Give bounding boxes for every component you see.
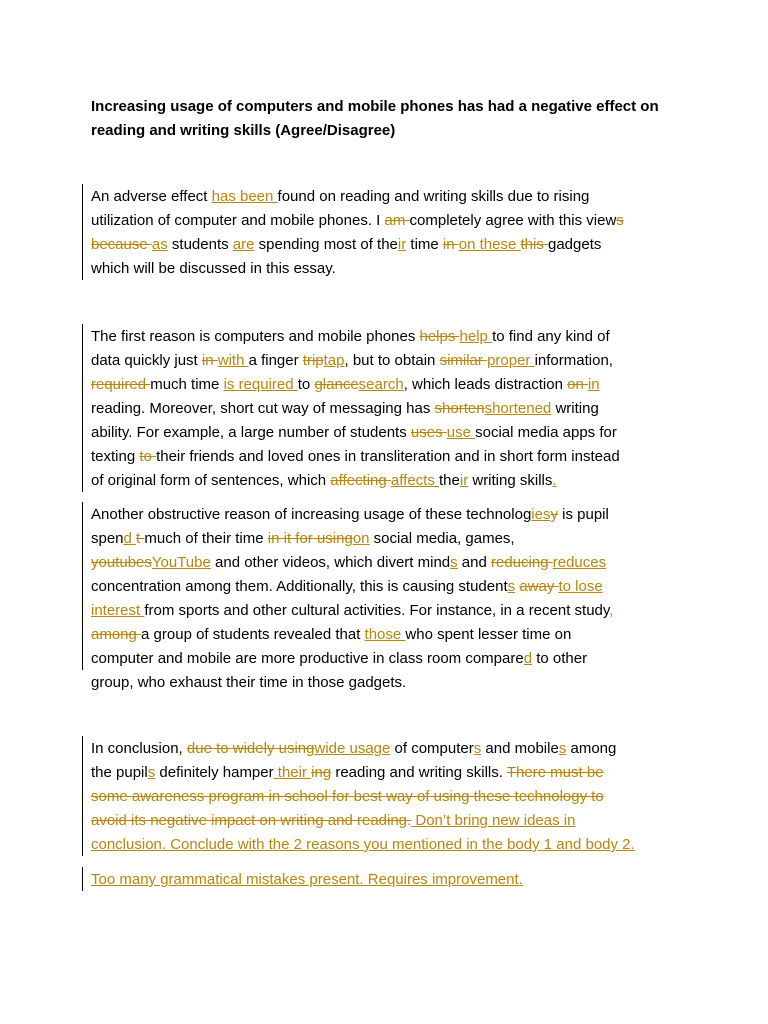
change-bar [82, 867, 83, 891]
insertion: to lose [558, 578, 603, 595]
insertion: is required [223, 376, 298, 393]
deletion: avoid its negative impact on writing and reading. [91, 812, 412, 829]
text-line [91, 785, 691, 809]
insertion: YouTube [151, 554, 211, 571]
deletion: in [442, 236, 459, 253]
deletion: this [520, 236, 548, 253]
insertion: on [352, 530, 370, 547]
text-run: who spent lesser time on [405, 626, 572, 643]
text-line [91, 349, 691, 373]
paragraph-feedback [91, 868, 691, 892]
insertion: s [558, 740, 567, 757]
text-run: data quickly just [91, 352, 202, 369]
text-run: the [439, 472, 460, 489]
text-run: spen [91, 530, 124, 547]
insertion: reduces [552, 554, 607, 571]
insertion: proper [487, 352, 535, 369]
text-run: computer and mobile are more productive in class room compare [91, 650, 524, 667]
insertion: wide usage [314, 740, 391, 757]
deletion: similar [439, 352, 488, 369]
text-run: their friends and loved ones in transliteration and in short form instead [156, 448, 620, 465]
deletion: away [519, 578, 559, 595]
deletion: glance [314, 376, 359, 393]
insertion: on these [458, 236, 521, 253]
text-run: of computer [390, 740, 474, 757]
text-run: writing skills [468, 472, 553, 489]
deletion: among [91, 626, 142, 643]
deletion: shorten [434, 400, 485, 417]
text-run: social media apps for [475, 424, 617, 441]
insertion: their [273, 764, 312, 781]
deletion: some awareness program in school for best way of using these technology to [91, 788, 604, 805]
insertion: s [473, 740, 482, 757]
text-line [91, 647, 691, 671]
deletion: uses [410, 424, 447, 441]
deletion: s [616, 212, 624, 229]
change-bar [82, 736, 83, 856]
text-run: among [566, 740, 617, 757]
text-line [91, 868, 691, 892]
text-run: the pupil [91, 764, 148, 781]
paragraph-intro [91, 185, 691, 281]
insertion: . [552, 472, 557, 489]
text-run: to [297, 376, 315, 393]
insertion: shortened [484, 400, 552, 417]
text-run: reading. Moreover, short cut way of messaging has [91, 400, 435, 417]
insertion: search [358, 376, 404, 393]
text-run: ability. For example, a large number of students [91, 424, 411, 441]
text-run: utilization of computer and mobile phones. I [91, 212, 385, 229]
text-run: is pupil [557, 506, 609, 523]
insertion: ir [397, 236, 407, 253]
text-run: reading and writing skills. [331, 764, 507, 781]
text-run: much of their time [144, 530, 268, 547]
text-run: information, [534, 352, 613, 369]
text-run: writing [551, 400, 599, 417]
text-line [91, 257, 691, 281]
deletion: affecting [330, 472, 391, 489]
text-line [91, 833, 691, 857]
deletion: ing [311, 764, 332, 781]
insertion: d [123, 530, 137, 547]
deletion: in [201, 352, 218, 369]
insertion: interest [91, 602, 145, 619]
text-run: In conclusion, [91, 740, 187, 757]
text-run: spending most of the [254, 236, 398, 253]
insertion: s [147, 764, 156, 781]
text-line [91, 761, 691, 785]
deletion: am [384, 212, 410, 229]
deletion: youtubes [91, 554, 152, 571]
insertion: Too many grammatical mistakes present. Requires improvement. [91, 871, 523, 888]
text-run: a finger [248, 352, 303, 369]
text-line [91, 575, 691, 599]
text-line [91, 445, 691, 469]
text-line [91, 809, 691, 833]
insertion: ies [531, 506, 551, 523]
deletion: to [139, 448, 157, 465]
text-run: students [167, 236, 233, 253]
insertion: ir [459, 472, 469, 489]
text-run: texting [91, 448, 140, 465]
text-line [91, 421, 691, 445]
text-run: gadgets [548, 236, 602, 253]
text-run: , but to obtain [344, 352, 440, 369]
text-run: completely agree with this view [409, 212, 617, 229]
text-line [91, 623, 691, 647]
insertion: affects [390, 472, 439, 489]
deletion: reducing [491, 554, 553, 571]
text-run: An adverse effect [91, 188, 212, 205]
text-line [91, 671, 691, 695]
text-line [91, 737, 691, 761]
deletion: There must be [506, 764, 604, 781]
insertion: use [446, 424, 476, 441]
text-run: Another obstructive reason of increasing usage of these technolog [91, 506, 532, 523]
insertion: with [217, 352, 249, 369]
text-run: to find any kind of [492, 328, 610, 345]
text-run: definitely hamper [155, 764, 274, 781]
change-bar [82, 184, 83, 280]
text-line [91, 397, 691, 421]
text-line [91, 599, 691, 623]
insertion: s [450, 554, 458, 571]
deletion: in it for using [267, 530, 353, 547]
text-run: social media, games, [369, 530, 515, 547]
paragraph-body-1 [91, 325, 691, 493]
text-run: which will be discussed in this essay. [91, 260, 336, 277]
text-run: The first reason is computers and mobile phones [91, 328, 420, 345]
text-run: much time [150, 376, 224, 393]
insertion: tap [323, 352, 345, 369]
text-line [91, 503, 691, 527]
deletion: t [136, 530, 145, 547]
text-line [91, 373, 691, 397]
change-bar [82, 324, 83, 492]
text-run: found on reading and writing skills due to rising [277, 188, 590, 205]
insertion: those [364, 626, 406, 643]
paragraph-body-2 [91, 503, 691, 695]
text-line [91, 551, 691, 575]
insertion: , [609, 602, 614, 619]
deletion: trip [302, 352, 324, 369]
essay-title [91, 95, 691, 143]
text-run: time [406, 236, 443, 253]
insertion: help [459, 328, 493, 345]
text-run: from sports and other cultural activities. For instance, in a recent study [144, 602, 610, 619]
text-line [91, 527, 691, 551]
text-run: and mobile [481, 740, 559, 757]
deletion: required [91, 376, 151, 393]
title-line: reading and writing skills (Agree/Disagree) [91, 122, 396, 139]
insertion: in [587, 376, 600, 393]
insertion: Don’t bring new ideas in [411, 812, 576, 829]
text-line [91, 233, 691, 257]
insertion: d [523, 650, 533, 667]
deletion: on [567, 376, 588, 393]
deletion: because [91, 236, 152, 253]
insertion: are [232, 236, 255, 253]
text-run: group, who exhaust their time in those gadgets. [91, 674, 407, 691]
insertion: as [151, 236, 168, 253]
text-run: and other videos, which divert mind [210, 554, 451, 571]
text-run: of original form of sentences, which [91, 472, 331, 489]
deletion: helps [419, 328, 460, 345]
text-run: a group of students revealed that [141, 626, 365, 643]
insertion: has been [211, 188, 278, 205]
title-line: Increasing usage of computers and mobile phones has had a negative effect on [91, 98, 659, 115]
text-run: to other [532, 650, 588, 667]
insertion: s [507, 578, 516, 595]
text-line [91, 469, 691, 493]
text-run: , which leads distraction [403, 376, 568, 393]
text-run: concentration among them. Additionally, this is causing student [91, 578, 508, 595]
change-bar [82, 502, 83, 670]
text-line [91, 325, 691, 349]
insertion: conclusion. Conclude with the 2 reasons you mentioned in the body 1 and body 2. [91, 836, 635, 853]
text-run: and [457, 554, 492, 571]
deletion: y [550, 506, 558, 523]
deletion: due to widely using [186, 740, 315, 757]
paragraph-conclusion [91, 737, 691, 857]
text-line [91, 209, 691, 233]
text-line [91, 185, 691, 209]
